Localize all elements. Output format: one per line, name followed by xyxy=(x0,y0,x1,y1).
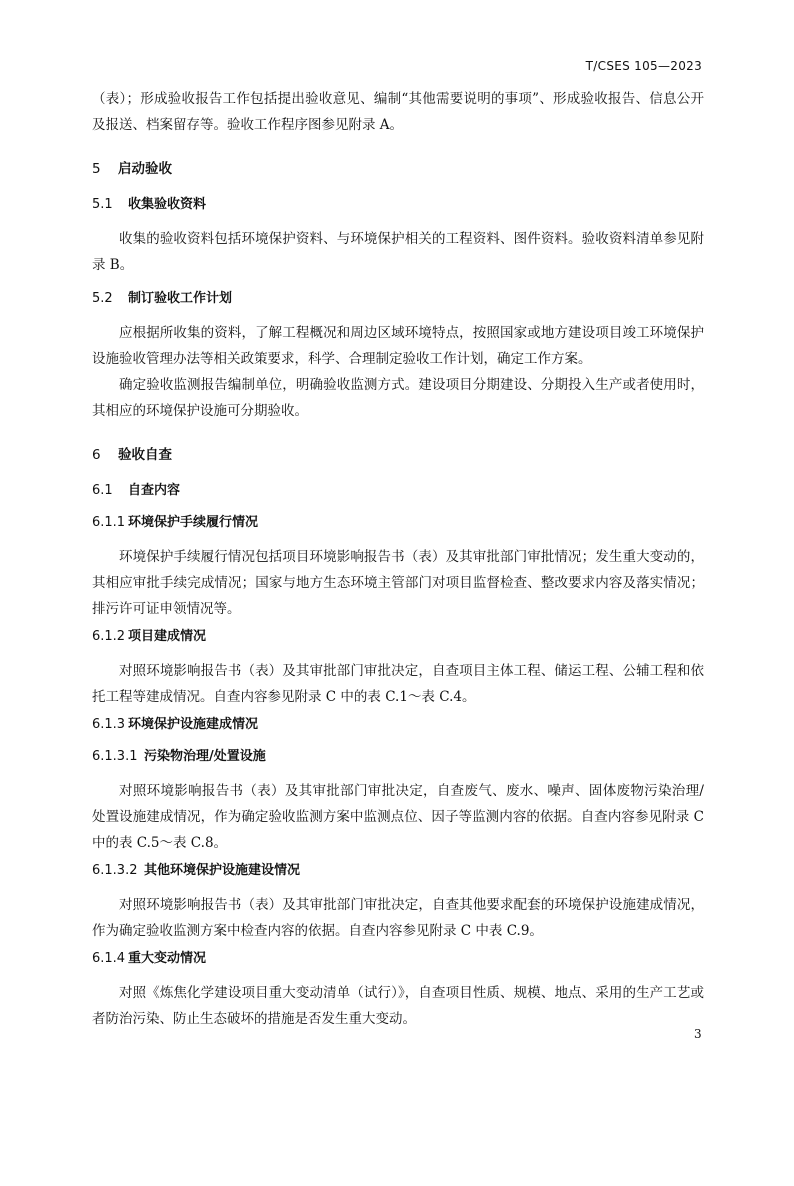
heading-number: 5 xyxy=(92,161,101,177)
paragraph: 对照环境影响报告书（表）及其审批部门审批决定，自查废气、废水、噪声、固体废物污染治理/处置设施建成情况，作为确定验收监测方案中监测点位、因子等监测内容的依据。自查内容参见附录 C 中的表 C.5～表 C.8。 xyxy=(92,783,704,851)
heading-number: 5.2 xyxy=(92,291,113,306)
section-heading xyxy=(92,444,704,466)
paragraph: 确定验收监测报告编制单位，明确验收监测方式。建设项目分期建设、分期投入生产或者使用时，其相应的环境保护设施可分期验收。 xyxy=(92,377,704,419)
subsection-heading xyxy=(92,512,704,534)
paragraph: 收集的验收资料包括环境保护资料、与环境保护相关的工程资料、图件资料。验收资料清单参见附录 B。 xyxy=(92,231,704,273)
paragraph: 对照环境影响报告书（表）及其审批部门审批决定，自查其他要求配套的环境保护设施建成情况，作为确定验收监测方案中检查内容的依据。自查内容参见附录 C 中表 C.9。 xyxy=(92,897,704,939)
subsection-heading xyxy=(92,626,704,648)
page-number: 3 xyxy=(694,1027,702,1041)
heading-title: 重大变动情况 xyxy=(128,951,207,966)
document-body xyxy=(92,86,704,1032)
heading-title: 环境保护手续履行情况 xyxy=(128,515,259,530)
document-code: T/CSES 105—2023 xyxy=(585,59,702,73)
heading-number: 6.1 xyxy=(92,483,113,498)
heading-number: 6.1.3.1 xyxy=(92,749,138,764)
heading-number: 6 xyxy=(92,447,101,463)
heading-number: 6.1.2 xyxy=(92,629,126,644)
subsection-heading xyxy=(92,714,704,736)
heading-title: 自查内容 xyxy=(128,483,181,498)
heading-number: 6.1.3 xyxy=(92,717,126,732)
section-heading xyxy=(92,158,704,180)
paragraph: 环境保护手续履行情况包括项目环境影响报告书（表）及其审批部门审批情况；发生重大变动的，其相应审批手续完成情况；国家与地方生态环境主管部门对项目监督检查、整改要求内容及落实情况；排污许可证申领情况等。 xyxy=(92,549,704,617)
paragraph: 对照《炼焦化学建设项目重大变动清单（试行）》，自查项目性质、规模、地点、采用的生产工艺或者防治污染、防止生态破坏的措施是否发生重大变动。 xyxy=(92,985,704,1027)
subsection-heading xyxy=(92,948,704,970)
heading-title: 项目建成情况 xyxy=(128,629,207,644)
heading-number: 6.1.4 xyxy=(92,951,126,966)
subsection-heading xyxy=(92,480,704,502)
subsection-heading xyxy=(92,288,704,310)
subsection-heading xyxy=(92,860,704,882)
heading-title: 环境保护设施建成情况 xyxy=(128,717,259,732)
heading-number: 6.1.1 xyxy=(92,515,126,530)
continued-paragraph: （表）；形成验收报告工作包括提出验收意见、编制“其他需要说明的事项”、形成验收报告、信息公开及报送、档案留存等。验收工作程序图参见附录 A。 xyxy=(92,91,704,133)
heading-title: 启动验收 xyxy=(118,161,172,177)
heading-title: 验收自查 xyxy=(118,447,172,463)
subsection-heading xyxy=(92,746,704,768)
paragraph: 对照环境影响报告书（表）及其审批部门审批决定，自查项目主体工程、储运工程、公辅工程和依托工程等建成情况。自查内容参见附录 C 中的表 C.1～表 C.4。 xyxy=(92,663,704,705)
subsection-heading xyxy=(92,194,704,216)
heading-title: 污染物治理/处置设施 xyxy=(144,749,266,764)
paragraph: 应根据所收集的资料，了解工程概况和周边区域环境特点，按照国家或地方建设项目竣工环境保护设施验收管理办法等相关政策要求，科学、合理制定验收工作计划，确定工作方案。 xyxy=(92,325,704,367)
heading-title: 制订验收工作计划 xyxy=(128,291,233,306)
heading-title: 收集验收资料 xyxy=(128,197,207,212)
heading-number: 5.1 xyxy=(92,197,113,212)
heading-title: 其他环境保护设施建设情况 xyxy=(144,863,301,878)
heading-number: 6.1.3.2 xyxy=(92,863,138,878)
